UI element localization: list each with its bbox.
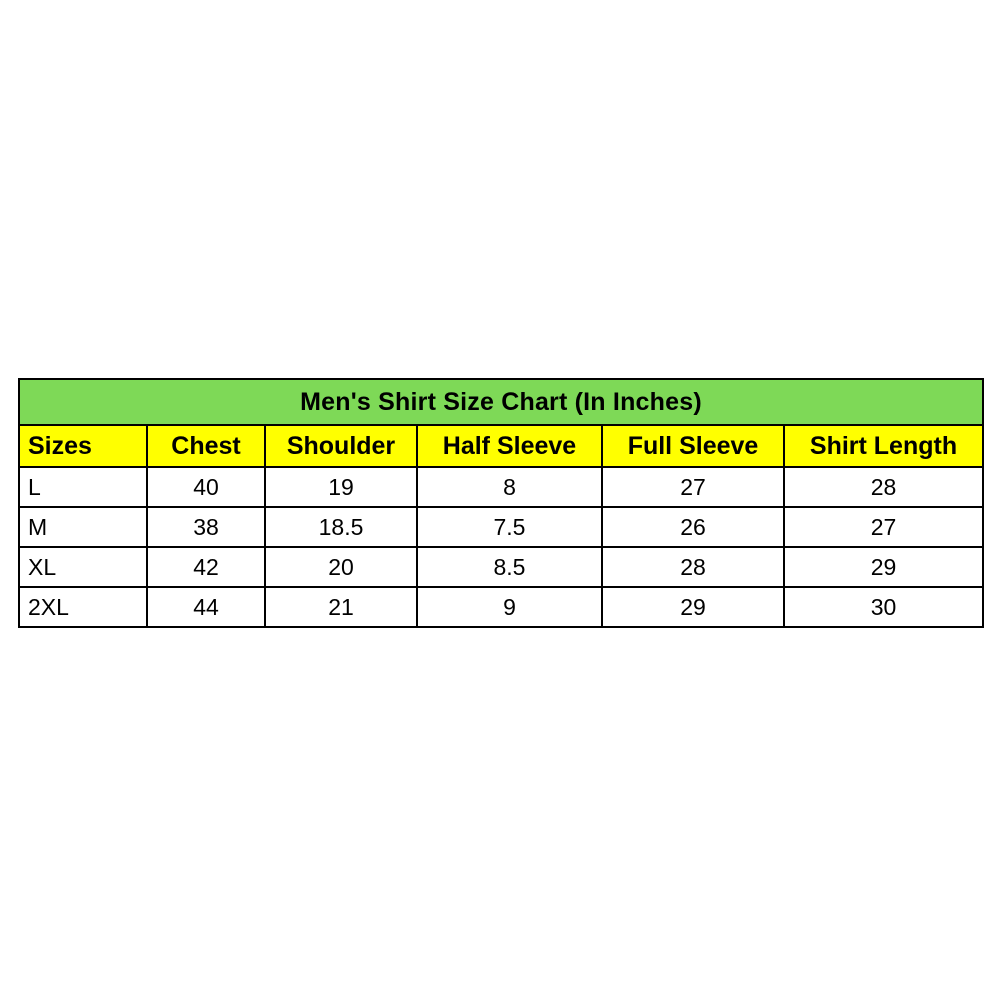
cell-shoulder: 19	[265, 467, 417, 507]
cell-shoulder: 21	[265, 587, 417, 627]
table-header-row	[19, 425, 983, 467]
cell-size: XL	[19, 547, 147, 587]
column-header-half-sleeve: Half Sleeve	[417, 425, 602, 467]
cell-shirt-length: 28	[784, 467, 983, 507]
cell-shoulder: 20	[265, 547, 417, 587]
column-header-chest: Chest	[147, 425, 265, 467]
cell-full-sleeve: 27	[602, 467, 784, 507]
cell-size: M	[19, 507, 147, 547]
cell-half-sleeve: 8	[417, 467, 602, 507]
cell-chest: 38	[147, 507, 265, 547]
cell-chest: 44	[147, 587, 265, 627]
table-row	[19, 467, 983, 507]
cell-shirt-length: 27	[784, 507, 983, 547]
chart-title: Men's Shirt Size Chart (In Inches)	[19, 379, 983, 425]
cell-half-sleeve: 9	[417, 587, 602, 627]
column-header-shirt-length: Shirt Length	[784, 425, 983, 467]
cell-shirt-length: 30	[784, 587, 983, 627]
cell-shirt-length: 29	[784, 547, 983, 587]
column-header-sizes: Sizes	[19, 425, 147, 467]
table-row	[19, 547, 983, 587]
cell-chest: 42	[147, 547, 265, 587]
chart-title-row	[19, 379, 983, 425]
cell-half-sleeve: 7.5	[417, 507, 602, 547]
cell-half-sleeve: 8.5	[417, 547, 602, 587]
column-header-full-sleeve: Full Sleeve	[602, 425, 784, 467]
table-row	[19, 507, 983, 547]
cell-shoulder: 18.5	[265, 507, 417, 547]
cell-full-sleeve: 26	[602, 507, 784, 547]
table-row	[19, 587, 983, 627]
cell-chest: 40	[147, 467, 265, 507]
cell-full-sleeve: 29	[602, 587, 784, 627]
cell-size: 2XL	[19, 587, 147, 627]
column-header-shoulder: Shoulder	[265, 425, 417, 467]
cell-size: L	[19, 467, 147, 507]
size-chart-table	[18, 378, 984, 628]
size-chart-container	[18, 378, 982, 628]
cell-full-sleeve: 28	[602, 547, 784, 587]
